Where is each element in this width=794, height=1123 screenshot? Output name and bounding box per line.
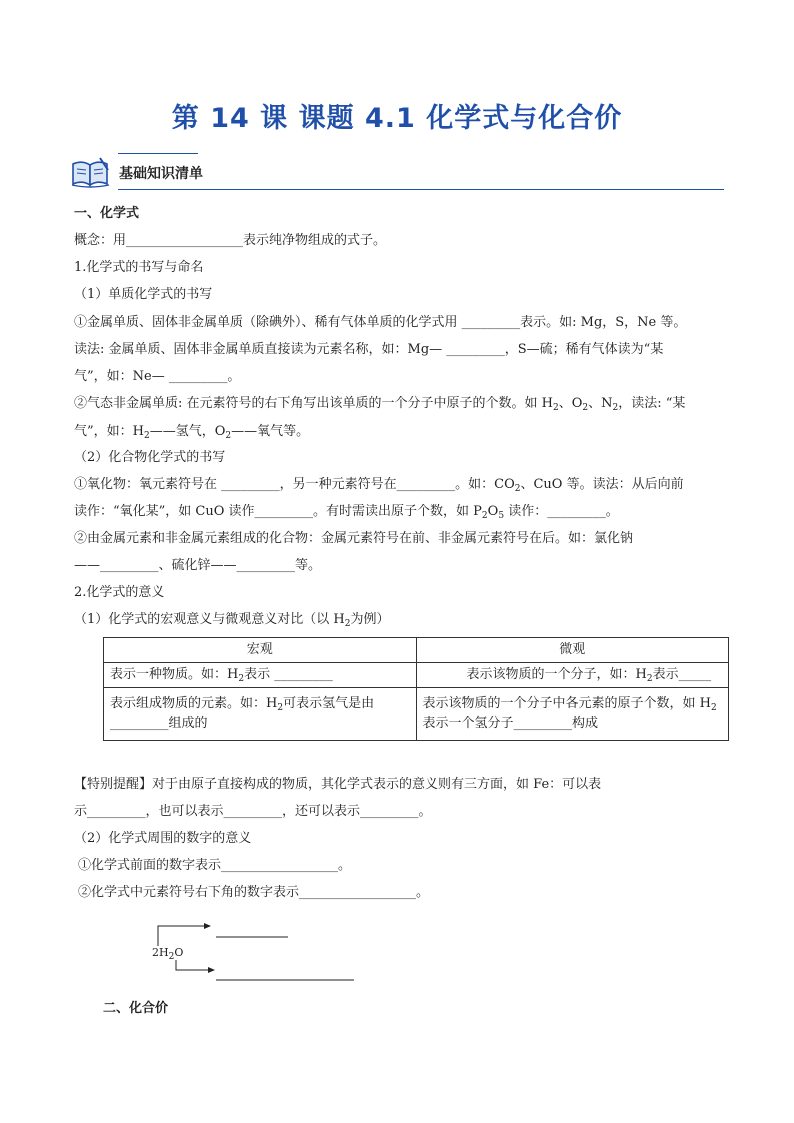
subheading-macro-micro (74, 611, 390, 629)
subscript: 2 (552, 403, 559, 413)
subscript: 2 (710, 703, 717, 713)
text-span: （1）化学式的宏观意义与微观意义对比（以 H (74, 612, 345, 627)
text-span: 表示一个氢分子_________构成 (422, 716, 599, 731)
book-icon (70, 156, 112, 188)
subscript: 2 (143, 431, 150, 441)
heading-chemical-formula: 一、化学式 (74, 206, 140, 221)
paragraph-line (74, 476, 684, 494)
subheading-numbers: （2）化学式周围的数字的意义 (74, 831, 252, 846)
table-cell (104, 688, 417, 741)
header-top-rule (118, 153, 198, 154)
text-span: O (487, 504, 499, 519)
subscript: 2 (481, 511, 488, 521)
text-span: 表示组成物质的元素。如：H (110, 696, 278, 711)
subscript: 2 (277, 703, 284, 713)
text-span: 为例） (350, 612, 390, 627)
subscript: 2 (238, 674, 245, 684)
paragraph-line (74, 395, 685, 413)
text-span: 表示该物质的一个分子中各元素的原子个数，如 H (422, 696, 711, 711)
paragraph-line (74, 503, 619, 521)
text-span: ②气态非金属单质: 在元素符号的右下角写出该单质的一个分子中原子的个数。如 H (74, 396, 553, 411)
subscript: 2 (168, 952, 175, 962)
section-header (70, 152, 724, 192)
subheading-writing-naming: 1.化学式的书写与命名 (74, 260, 204, 275)
table-header-macro: 宏观 (104, 638, 417, 663)
paragraph-line (74, 423, 309, 441)
table-row (104, 688, 729, 741)
text-span: 表示_____ (652, 667, 712, 682)
heading-valence: 二、化合价 (103, 1001, 169, 1016)
text-span: 表示该物质的一个分子，如：H (466, 667, 647, 682)
text-span: 表示 _________ (244, 667, 333, 682)
paragraph-line: 读法: 金属单质、固体非金属单质直接读为元素名称，如：Mg— _________，S—硫；稀有气体读为“某 (74, 342, 664, 357)
text-span: 、CuO 等。读法：从后向前 (520, 477, 684, 492)
table-header-micro: 微观 (416, 638, 729, 663)
text-span: _________组成的 (110, 716, 208, 731)
subscript: 5 (498, 511, 505, 521)
subscript: 2 (612, 403, 619, 413)
subscript: 2 (514, 484, 521, 494)
special-tip-line: 【特别提醒】对于由原子直接构成的物质，其化学式表示的意义则有三方面，如 Fe：可以表 (74, 777, 602, 792)
text-span: ——氢气，O (149, 424, 226, 439)
subscript: 2 (225, 431, 232, 441)
subheading-meaning: 2.化学式的意义 (74, 585, 165, 600)
table-header-row (104, 638, 729, 663)
concept-line: 概念：用__________________表示纯净物组成的式子。 (74, 233, 387, 248)
paragraph-line: 气”，如：Ne— _________。 (74, 369, 241, 384)
header-underline (118, 189, 724, 190)
subscript: 2 (582, 403, 589, 413)
subscript: 2 (646, 674, 653, 684)
text-span: ——氧气等。 (231, 424, 310, 439)
paragraph-line: ——_________、硫化锌——_________等。 (74, 558, 322, 573)
paragraph-line: ①化学式前面的数字表示__________________。 (78, 858, 352, 873)
special-tip-line: 示_________，也可以表示_________，还可以表示_________。 (74, 804, 432, 819)
table-cell (416, 663, 729, 688)
text-span: 可表示氢气是由 (283, 696, 375, 711)
table-cell (104, 663, 417, 688)
comparison-table (103, 637, 729, 741)
text-span: 读作：“氧化某”，如 CuO 读作_________。有时需读出原子个数，如 P (74, 504, 482, 519)
text-span: O (174, 946, 184, 959)
text-span: 、O (558, 396, 583, 411)
text-span: 读作：_________。 (504, 504, 619, 519)
table-row (104, 663, 729, 688)
paragraph-line: ②由金属元素和非金属元素组成的化合物：金属元素符号在前、非金属元素符号在后。如：氯化钠 (74, 531, 634, 546)
diagram-formula-label (152, 946, 184, 962)
subheading-elements: （1）单质化学式的书写 (74, 287, 213, 302)
section-header-label: 基础知识清单 (119, 166, 203, 182)
paragraph-line: ②化学式中元素符号右下角的数字表示__________________。 (78, 885, 430, 900)
text-span: ，读法: “某 (618, 396, 686, 411)
subheading-compounds: （2）化合物化学式的书写 (74, 450, 226, 465)
text-span: 2H (152, 946, 169, 959)
text-span: 、N (588, 396, 613, 411)
subscript: 2 (344, 619, 351, 629)
text-span: 气”，如：H (74, 424, 144, 439)
page-title: 第 14 课 课题 4.1 化学式与化合价 (171, 103, 623, 134)
formula-number-diagram (150, 918, 370, 988)
text-span: 表示一种物质。如：H (110, 667, 239, 682)
table-cell (416, 688, 729, 741)
text-span: ①氧化物：氧元素符号在 _________，另一种元素符号在_________。如：CO (74, 477, 515, 492)
paragraph-line: ①金属单质、固体非金属单质（除碘外）、稀有气体单质的化学式用 _________表示。如: Mg，S，Ne 等。 (74, 315, 687, 330)
